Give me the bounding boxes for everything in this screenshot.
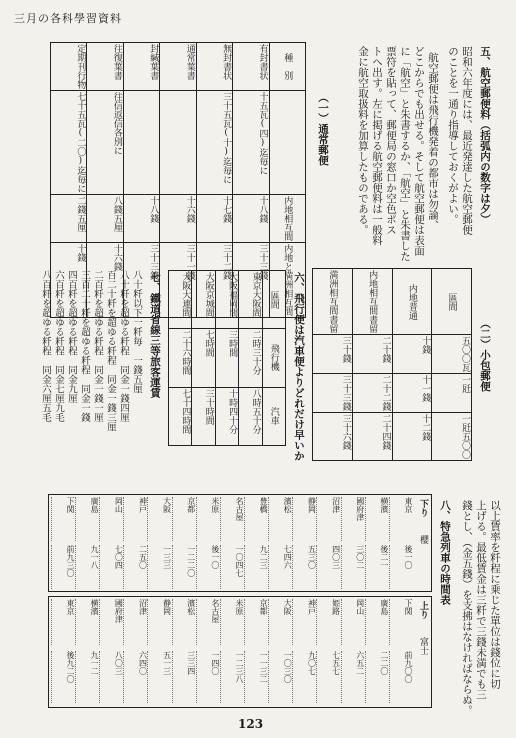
- station-name: 静岡: [147, 599, 171, 645]
- time-row: [51, 651, 413, 703]
- station-name: 大阪: [147, 497, 171, 541]
- table-header: 内地普通: [392, 269, 432, 335]
- cell: 三時間: [215, 329, 238, 387]
- time-cell: 後一〇: [196, 545, 220, 589]
- note-line: 錢とし、（金五錢）を支拂はなければならぬ。: [461, 500, 473, 716]
- station-name: 東京: [51, 599, 75, 645]
- cell: 十二錢: [392, 413, 432, 461]
- cell: 一瓩: [432, 374, 472, 413]
- station-name: 京都: [244, 599, 268, 645]
- table-header: 汽車: [262, 387, 285, 445]
- cell: 十七錢: [196, 195, 232, 243]
- time-cell: 前九〇〇: [389, 651, 413, 703]
- up-label: 上り: [418, 601, 428, 619]
- station-name: 濱松: [172, 599, 196, 645]
- time-cell: 五三〇: [292, 545, 316, 589]
- cell: 三十六錢: [313, 413, 353, 461]
- station-name: 岡山: [341, 599, 365, 645]
- cell: 二錢五厘: [51, 195, 87, 243]
- sec5-line: 金に航空取扱料を加算したものである。: [357, 46, 369, 235]
- timetable-down: [48, 494, 432, 592]
- sec5-line: トへ出す。左に掲げる航空郵便料は一般料: [371, 46, 383, 246]
- cell: 三十三錢: [313, 374, 353, 413]
- station-name: 濱松: [268, 497, 292, 541]
- station-name: 名古屋: [220, 497, 244, 541]
- time-cell: 二五〇: [123, 545, 147, 589]
- time-cell: 三〇二: [341, 545, 365, 589]
- station-name: 大阪: [268, 599, 292, 645]
- cell: 三十錢: [313, 335, 353, 374]
- cell: 東京大阪間: [239, 271, 262, 329]
- station-name: 姫路: [316, 599, 340, 645]
- time-cell: 後一〇: [389, 545, 413, 589]
- table-header: 満洲相互間書留: [313, 269, 353, 335]
- station-name: 廣島: [365, 599, 389, 645]
- cell: 七十四時間: [169, 387, 192, 445]
- time-cell: 前九三〇: [51, 545, 75, 589]
- cell: 大阪福岡間: [215, 271, 238, 329]
- cell: 一瓩五〇〇: [432, 413, 472, 461]
- cell: 十錢: [392, 335, 432, 374]
- cell: 十八錢: [123, 195, 159, 243]
- flight-train-table: [168, 270, 286, 446]
- fare-row: 三百二十粁を超ゆる粁程 同金一錢: [79, 270, 90, 422]
- table-header: [269, 91, 305, 195]
- cell: [160, 91, 196, 195]
- cell: 十錢: [51, 243, 87, 318]
- fare-row: 百二十粁を超ゆる粁程 同金一錢三厘: [105, 270, 116, 432]
- sec5-sub1: （一）通常郵便: [317, 92, 329, 166]
- sec5-line: 昭和六年度には、最近発達した航空郵便: [461, 46, 473, 235]
- cell: 二十錢: [352, 335, 392, 374]
- cell: 大阪大連間: [169, 271, 192, 329]
- fare-row: 八十粁以下一粁毎 一錢五厘: [131, 270, 142, 394]
- sec5-line: に「航空」と朱書するか、「航空」と朱書した: [399, 46, 411, 262]
- station-name: 神戸: [123, 497, 147, 541]
- cell: 封緘葉書: [123, 43, 159, 91]
- timetable-up: [48, 596, 432, 708]
- station-name: 東京: [389, 497, 413, 541]
- time-cell: 八〇三: [99, 651, 123, 703]
- fare-row: 八百粁を超ゆる粁程 同金六厘五毛: [40, 270, 51, 422]
- table-header: 區間: [262, 271, 285, 329]
- cell: 二時三十分: [239, 329, 262, 387]
- cell: 七時間: [192, 329, 215, 387]
- note-line: 以上賃率を粁程に乗じた單位は錢位に切: [489, 500, 501, 689]
- time-cell: 七四六: [268, 545, 292, 589]
- down-label: 下り: [418, 499, 428, 517]
- cell: 十五瓦(四)迄毎に: [233, 91, 269, 195]
- time-cell: 四〇三: [316, 545, 340, 589]
- time-cell: 二二〇: [365, 651, 389, 703]
- cell: 七十五瓦(二〇)迄毎に: [51, 91, 87, 195]
- cell: 二十二錢: [352, 374, 392, 413]
- station-name: 横濱: [75, 599, 99, 645]
- station-name: 國府津: [341, 497, 365, 541]
- parcel-table: [312, 268, 472, 461]
- cell: 大阪京城間: [192, 271, 215, 329]
- station-name: 沼津: [123, 599, 147, 645]
- cell: 三十二錢: [196, 243, 232, 318]
- fare-row: 八十粁を超ゆる粁程 同金一錢四厘: [118, 270, 129, 422]
- station-name: 米原: [196, 497, 220, 541]
- time-cell: 一〇四七: [220, 545, 244, 589]
- cell: 往復葉書: [87, 43, 123, 91]
- cell: [123, 91, 159, 195]
- cell: 八錢五厘: [87, 195, 123, 243]
- time-cell: 一四〇: [196, 651, 220, 703]
- time-cell: 一二三八: [220, 651, 244, 703]
- station-name: 横濱: [365, 497, 389, 541]
- cell: 無封書状: [196, 43, 232, 91]
- cell: 通常葉書: [160, 43, 196, 91]
- table-header: 内地相互間: [269, 195, 305, 243]
- time-cell: 一二二〇: [172, 545, 196, 589]
- station-name: 國府津: [99, 599, 123, 645]
- table-header: 種 別: [269, 43, 305, 91]
- cell: 三十一錢: [160, 243, 196, 318]
- table-header: 區間: [432, 269, 472, 335]
- station-name: 京都: [172, 497, 196, 541]
- cell: 三十時間: [192, 387, 215, 445]
- time-cell: 三三四: [172, 651, 196, 703]
- station-name: 静岡: [292, 497, 316, 541]
- running-header: 三月の各科學習資料: [14, 12, 122, 25]
- time-cell: 一一三二: [244, 651, 268, 703]
- time-cell: 五一三: [147, 651, 171, 703]
- cell: 八時五十分: [239, 387, 262, 445]
- cell: 十一錢: [392, 374, 432, 413]
- sec5-title: 五、航空郵便料（括弧内の数字は夕）: [479, 46, 491, 225]
- note-line: 上げる。最低賃金は三粁で三錢未満でも三: [475, 500, 487, 700]
- station-name: 下関: [51, 497, 75, 541]
- table-header: 内地相互間書留: [352, 269, 392, 335]
- station-row: [51, 497, 413, 541]
- cell: 二十四錢: [352, 413, 392, 461]
- station-name: 沼津: [316, 497, 340, 541]
- time-cell: 九一八: [75, 545, 99, 589]
- sec5-line: どこからでも出せる。そして航空郵便は表面: [413, 46, 425, 256]
- cell: 二十六時間: [169, 329, 192, 387]
- station-name: 神戸: [292, 599, 316, 645]
- cell: 五〇〇瓦: [432, 335, 472, 374]
- time-cell: 七〇四: [99, 545, 123, 589]
- fare-row: 六百粁を超ゆる粁程 同金七厘九毛: [53, 270, 64, 422]
- cell: 三十三錢: [233, 243, 269, 318]
- time-cell: 九二三: [244, 545, 268, 589]
- cell: 定期刊行物: [51, 43, 87, 91]
- station-name: 岡山: [99, 497, 123, 541]
- train-name: 富士: [418, 637, 428, 655]
- station-name: 廣島: [75, 497, 99, 541]
- table-header: 内地と満洲相互間: [269, 243, 305, 318]
- cell: 十六錢: [87, 243, 123, 318]
- time-cell: 一〇三〇: [268, 651, 292, 703]
- cell: 十六錢: [160, 195, 196, 243]
- sec7-title: 七、鐵道省線三等旅客運賃: [149, 272, 161, 398]
- cell: 十時四十分: [215, 387, 238, 445]
- sec6-title: 六、飛行便は汽車便よりどれだけ早いか: [293, 272, 305, 461]
- time-cell: 七五七: [316, 651, 340, 703]
- cell: 三十三錢: [123, 243, 159, 318]
- station-row: [51, 599, 413, 645]
- cell: 三十五瓦(十)迄毎に: [196, 91, 232, 195]
- sec2-title: （二）小包郵便: [479, 318, 491, 392]
- fare-row: 四百粁を超ゆる粁程 同金九厘: [66, 270, 77, 403]
- time-cell: 九〇七: [292, 651, 316, 703]
- sec5-line: のことを一通り指導しておくがよい。: [447, 46, 459, 225]
- time-cell: 六四〇: [123, 651, 147, 703]
- time-cell: 一三三: [147, 545, 171, 589]
- station-name: 豊橋: [244, 497, 268, 541]
- time-cell: 後九二〇: [51, 651, 75, 703]
- sec8-title: 八、特急列車の時間表: [439, 500, 451, 605]
- fare-row: 二百粁を超ゆる粁程 同金一錢一厘: [92, 270, 103, 422]
- table-header: 飛行機: [262, 329, 285, 387]
- station-name: 下関: [389, 599, 413, 645]
- sec5-line: 航空郵便は飛行機発着の都市は勿論、: [427, 52, 439, 231]
- time-row: [51, 545, 413, 589]
- time-cell: 後二一: [365, 545, 389, 589]
- station-name: 米原: [220, 599, 244, 645]
- page-number: 123: [238, 717, 264, 731]
- cell: 十八錢: [233, 195, 269, 243]
- time-cell: 九一二: [75, 651, 99, 703]
- cell: 有封書状: [233, 43, 269, 91]
- train-name: 櫻: [418, 535, 428, 544]
- sec5-line: 票符を貼って、郵便局の窓口か空色ポス: [385, 46, 397, 235]
- time-cell: 六五二: [341, 651, 365, 703]
- cell: 往信返信各別に: [87, 91, 123, 195]
- station-name: 名古屋: [196, 599, 220, 645]
